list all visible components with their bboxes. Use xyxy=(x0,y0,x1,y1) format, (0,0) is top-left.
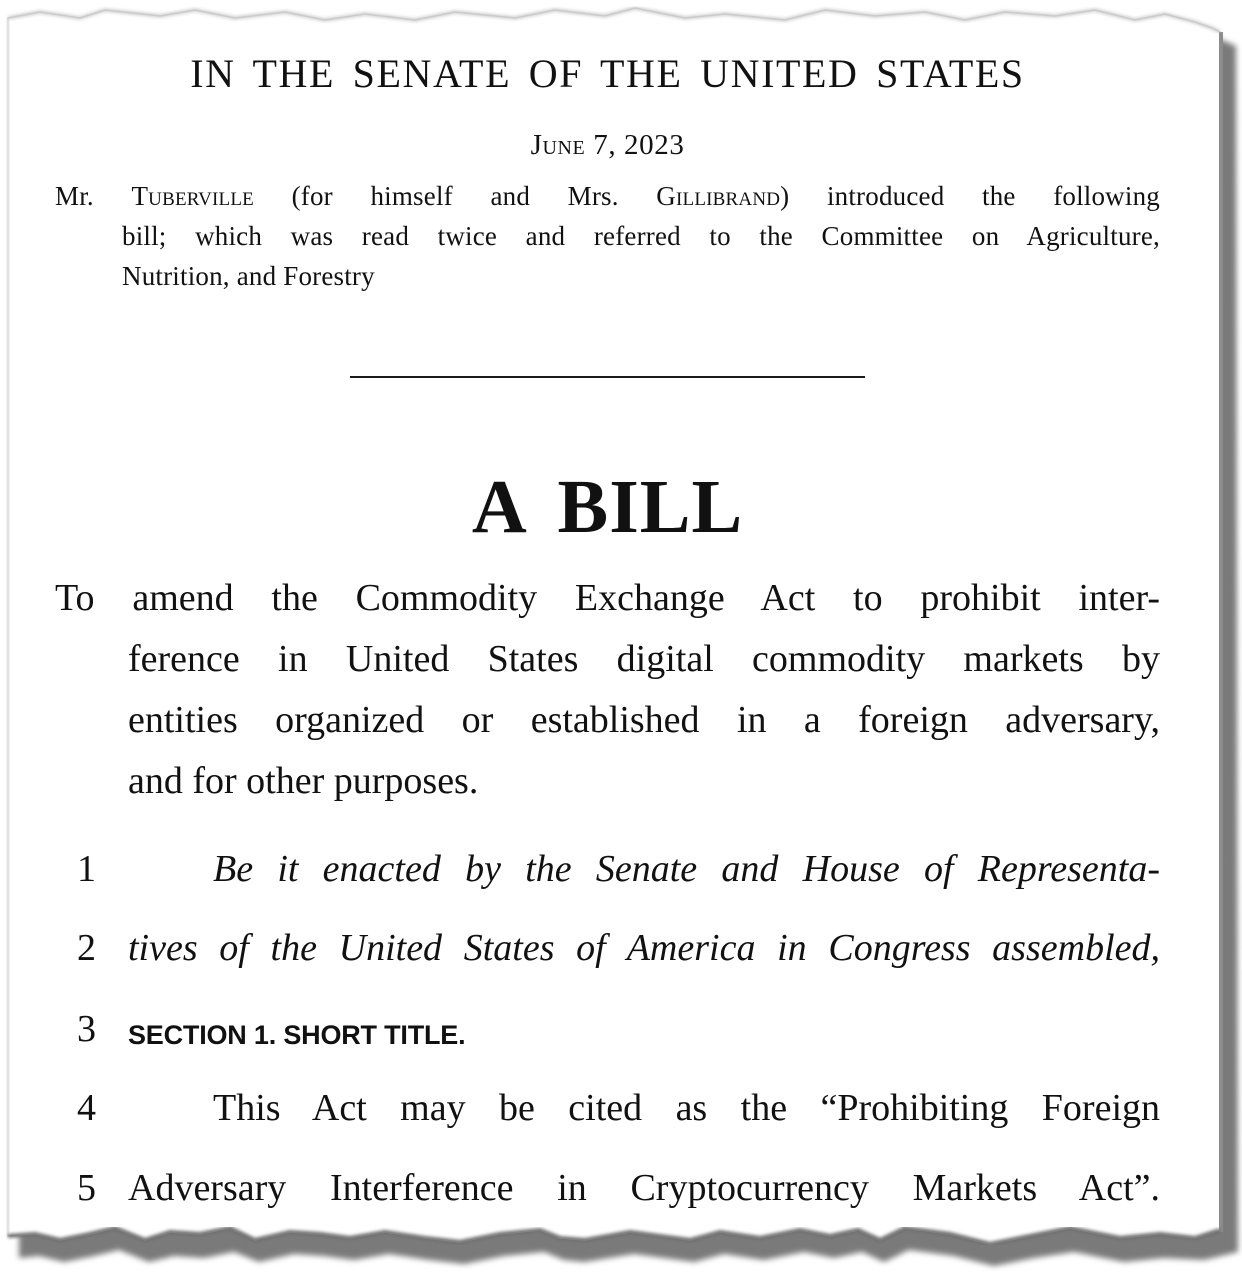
purpose-line: ference in United States digital commodity markets by xyxy=(128,638,1160,680)
introduction-date: June 7, 2023 xyxy=(530,129,685,161)
purpose-line: To amend the Commodity Exchange Act to prohibit inter- xyxy=(55,577,1160,619)
numbered-line-1 xyxy=(0,846,1242,906)
sponsor-suffix: ) introduced the following xyxy=(780,181,1160,211)
purpose-line: and for other purposes. xyxy=(128,760,479,802)
section-heading: SECTION 1. SHORT TITLE. xyxy=(128,1020,466,1050)
enacting-clause-line: Be it enacted by the Senate and House of Representa- xyxy=(213,848,1160,890)
sponsor-name: Tuberville xyxy=(131,181,254,211)
line-number: 5 xyxy=(77,1167,96,1209)
short-title-line: This Act may be cited as the “Prohibiting Foreign xyxy=(213,1087,1160,1129)
chamber-header: IN THE SENATE OF THE UNITED STATES xyxy=(190,51,1025,96)
line-number: 1 xyxy=(77,848,96,890)
numbered-line-5 xyxy=(0,1165,1242,1225)
line-number: 4 xyxy=(77,1087,96,1129)
short-title-line: Adversary Interference in Cryptocurrency Markets Act”. xyxy=(128,1167,1160,1209)
sponsor-statement xyxy=(55,176,1160,296)
sponsor-line-2: bill; which was read twice and referred to the Committee on Agriculture, xyxy=(122,221,1160,251)
line-number: 3 xyxy=(77,1008,96,1050)
sponsor-prefix: Mr. xyxy=(55,181,132,211)
purpose-line: entities organized or established in a foreign adversary, xyxy=(128,699,1160,741)
separator-rule xyxy=(350,376,865,378)
bill-purpose xyxy=(55,568,1160,812)
cosponsor-name: Gillibrand xyxy=(656,181,781,211)
enacting-clause-line: tives of the United States of America in Congress assembled, xyxy=(128,927,1160,969)
bill-title: A BILL xyxy=(471,465,744,549)
sponsor-mid: (for himself and Mrs. xyxy=(253,181,657,211)
numbered-line-3 xyxy=(0,1006,1242,1066)
line-number: 2 xyxy=(77,927,96,969)
numbered-line-2 xyxy=(0,925,1242,985)
numbered-line-4 xyxy=(0,1085,1242,1145)
sponsor-line-3: Nutrition, and Forestry xyxy=(122,261,375,291)
sponsor-line-1 xyxy=(55,176,1160,216)
